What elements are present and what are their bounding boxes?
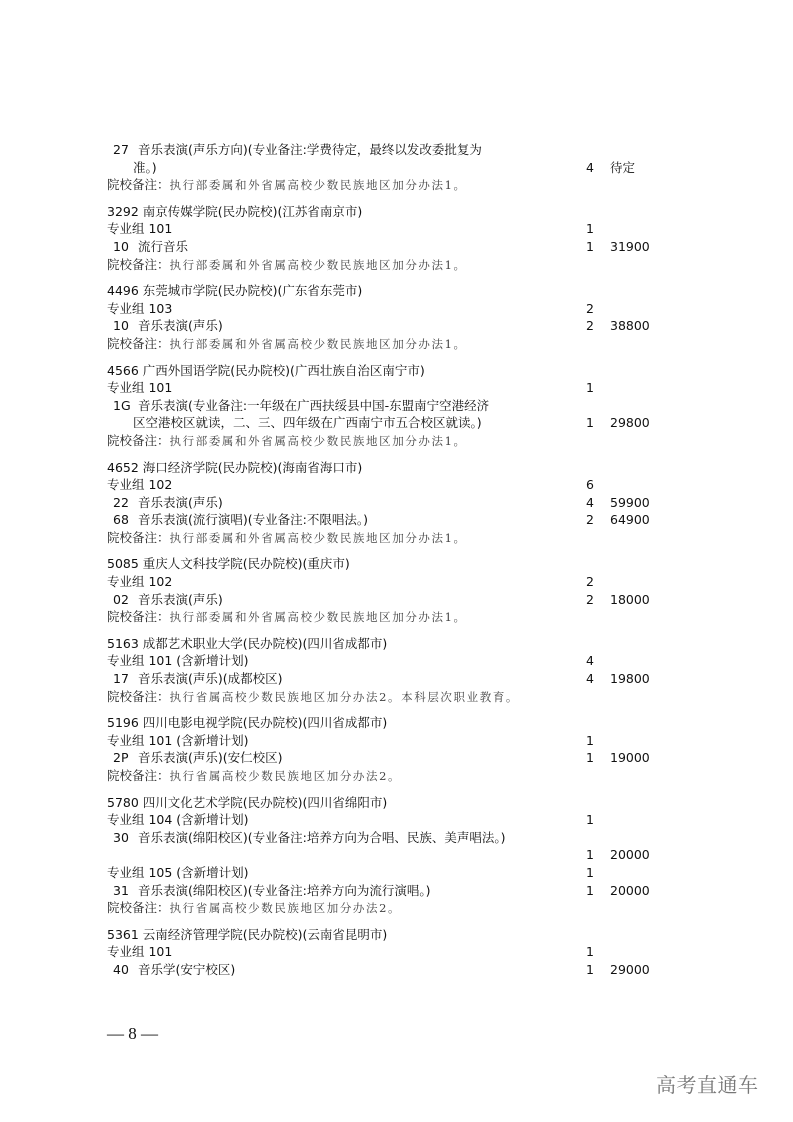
major-row: [107, 591, 667, 609]
major-row: [107, 317, 667, 335]
major-name-continued: 区空港校区就读，二、三、四年级在广西南宁市五合校区就读。): [133, 415, 482, 431]
major-group-row: [107, 220, 667, 238]
major-name: 音乐表演(绵阳校区)(专业备注:培养方向为流行演唱。): [138, 882, 431, 898]
plan-count: 1: [586, 812, 594, 828]
school-section: [107, 203, 667, 273]
note-label: 院校备注：: [107, 256, 170, 272]
school-title: 5163 成都艺术职业大学(民办院校)(四川省成都市): [107, 635, 388, 651]
school-note: [107, 335, 667, 353]
major-code: 10: [113, 318, 129, 334]
major-name: 流行音乐: [138, 238, 189, 254]
group-name: 专业组 105 (含新增计划): [107, 864, 249, 880]
tuition-fee: 29000: [610, 961, 650, 977]
tuition-fee: 64900: [610, 512, 650, 528]
school-title: 4496 东莞城市学院(民办院校)(广东省东莞市): [107, 283, 363, 299]
school-note: [107, 176, 667, 194]
note-label: 院校备注：: [107, 335, 170, 351]
plan-count: 6: [586, 477, 594, 493]
note-text: 执行部委属和外省属高校少数民族地区加分办法1。: [169, 433, 467, 448]
major-code: 22: [113, 494, 129, 510]
school-title: 4566 广西外国语学院(民办院校)(广西壮族自治区南宁市): [107, 362, 425, 378]
school-title: 5196 四川电影电视学院(民办院校)(四川省成都市): [107, 715, 388, 731]
plan-count: 2: [586, 300, 594, 316]
note-label: 院校备注：: [107, 900, 170, 916]
school-section: [107, 282, 667, 352]
tuition-fee: 29800: [610, 415, 650, 431]
page-number: — 8 —: [107, 1024, 158, 1043]
plan-count: 1: [586, 415, 594, 431]
plan-count: 1: [586, 864, 594, 880]
major-group-row: [107, 476, 667, 494]
note-label: 院校备注：: [107, 177, 170, 193]
group-name: 专业组 101: [107, 944, 173, 960]
school-section: [107, 459, 667, 547]
school-title: 3292 南京传媒学院(民办院校)(江苏省南京市): [107, 203, 363, 219]
major-group-row: [107, 732, 667, 750]
major-row-continued: [107, 414, 667, 432]
major-code: 17: [113, 671, 129, 687]
major-name: 音乐表演(绵阳校区)(专业备注:培养方向为合唱、民族、美声唱法。): [138, 829, 506, 845]
major-name: 音乐表演(专业备注:一年级在广西扶绥县中国-东盟南宁空港经济: [138, 397, 490, 413]
plan-count: 1: [586, 221, 594, 237]
major-code: 1G: [113, 397, 131, 413]
major-name: 音乐表演(声乐)(成都校区): [138, 671, 283, 687]
plan-count: 2: [586, 591, 594, 607]
plan-count: 1: [586, 944, 594, 960]
plan-count: 1: [586, 380, 594, 396]
major-code: 40: [113, 961, 129, 977]
major-code: 27: [113, 142, 129, 157]
major-code: 68: [113, 512, 129, 528]
major-name: 音乐表演(声乐)(安仁校区): [138, 750, 283, 766]
group-name: 专业组 101 (含新增计划): [107, 653, 249, 669]
plan-count: 4: [586, 671, 594, 687]
school-section: [107, 141, 667, 194]
group-name: 专业组 104 (含新增计划): [107, 812, 249, 828]
major-group-row: [107, 652, 667, 670]
plan-count: 2: [586, 512, 594, 528]
school-note: [107, 432, 667, 450]
major-row: [107, 141, 667, 159]
major-row-continued: [107, 159, 667, 177]
plan-count: 4: [586, 159, 594, 175]
major-name-continued: 准。): [133, 159, 157, 175]
major-name: 音乐表演(声乐): [138, 494, 223, 510]
school-note: [107, 529, 667, 547]
plan-count: 1: [586, 238, 594, 254]
note-label: 院校备注：: [107, 688, 170, 704]
major-code: 30: [113, 829, 129, 845]
major-row: [107, 670, 667, 688]
major-row: [107, 511, 667, 529]
major-group-row: [107, 943, 667, 961]
tuition-fee: 待定: [610, 159, 636, 175]
major-row: [107, 494, 667, 512]
note-text: 执行部委属和外省属高校少数民族地区加分办法1。: [169, 610, 467, 625]
major-row-continued: [107, 846, 667, 864]
major-name: 音乐表演(声乐): [138, 591, 223, 607]
school-section: [107, 635, 667, 705]
group-name: 专业组 101: [107, 221, 173, 237]
major-code: 31: [113, 882, 129, 898]
note-text: 执行部委属和外省属高校少数民族地区加分办法1。: [169, 336, 467, 351]
watermark: 高考直通车: [656, 1073, 759, 1097]
major-group-row: [107, 811, 667, 829]
group-name: 专业组 101 (含新增计划): [107, 732, 249, 748]
tuition-fee: 19800: [610, 671, 650, 687]
major-group-row: [107, 300, 667, 318]
school-note: [107, 688, 667, 706]
major-row: [107, 749, 667, 767]
tuition-fee: 18000: [610, 591, 650, 607]
school-section: [107, 926, 667, 979]
tuition-fee: 19000: [610, 750, 650, 766]
major-row: [107, 238, 667, 256]
plan-count: 1: [586, 847, 594, 863]
major-code: 10: [113, 238, 129, 254]
major-row: [107, 961, 667, 979]
major-row: [107, 829, 667, 847]
tuition-fee: 38800: [610, 318, 650, 334]
note-text: 执行部委属和外省属高校少数民族地区加分办法1。: [169, 530, 467, 545]
tuition-fee: 31900: [610, 238, 650, 254]
tuition-fee: 20000: [610, 882, 650, 898]
tuition-fee: 59900: [610, 494, 650, 510]
note-text: 执行部委属和外省属高校少数民族地区加分办法1。: [169, 257, 467, 272]
plan-count: 4: [586, 653, 594, 669]
major-name: 音乐学(安宁校区): [138, 961, 236, 977]
school-note: [107, 256, 667, 274]
major-group-row: [107, 864, 667, 882]
plan-count: 1: [586, 961, 594, 977]
school-section: [107, 794, 667, 917]
group-name: 专业组 102: [107, 574, 173, 590]
school-title: 5085 重庆人文科技学院(民办院校)(重庆市): [107, 556, 350, 572]
note-text: 执行省属高校少数民族地区加分办法2。: [169, 769, 402, 783]
school-note: [107, 608, 667, 626]
major-name: 音乐表演(声乐): [138, 318, 223, 334]
school-note: [107, 767, 667, 785]
school-title: 4652 海口经济学院(民办院校)(海南省海口市): [107, 459, 363, 475]
major-code: 02: [113, 591, 129, 607]
plan-count: 1: [586, 732, 594, 748]
note-label: 院校备注：: [107, 432, 170, 448]
major-name: 音乐表演(流行演唱)(专业备注:不限唱法。): [138, 512, 368, 528]
note-label: 院校备注：: [107, 609, 170, 625]
major-group-row: [107, 379, 667, 397]
major-group-row: [107, 573, 667, 591]
group-name: 专业组 103: [107, 300, 173, 316]
major-name: 音乐表演(声乐方向)(专业备注:学费待定，最终以发改委批复为: [138, 142, 482, 157]
school-section: [107, 714, 667, 784]
tuition-fee: 20000: [610, 847, 650, 863]
note-label: 院校备注：: [107, 768, 170, 783]
plan-count: 2: [586, 574, 594, 590]
note-label: 院校备注：: [107, 529, 170, 545]
school-title: 5361 云南经济管理学院(民办院校)(云南省昆明市): [107, 926, 388, 942]
school-title: 5780 四川文化艺术学院(民办院校)(四川省绵阳市): [107, 794, 388, 810]
major-row: [107, 882, 667, 900]
school-section: [107, 362, 667, 450]
plan-count: 1: [586, 882, 594, 898]
document-body: [107, 141, 667, 979]
plan-count: 4: [586, 494, 594, 510]
note-text: 执行部委属和外省属高校少数民族地区加分办法1。: [169, 178, 467, 193]
group-name: 专业组 102: [107, 477, 173, 493]
note-text: 执行省属高校少数民族地区加分办法2。本科层次职业教育。: [169, 689, 520, 704]
school-note: [107, 899, 667, 917]
group-name: 专业组 101: [107, 380, 173, 396]
major-row: [107, 397, 667, 415]
plan-count: 2: [586, 318, 594, 334]
note-text: 执行省属高校少数民族地区加分办法2。: [169, 901, 402, 916]
school-section: [107, 555, 667, 625]
major-code: 2P: [113, 750, 129, 766]
plan-count: 1: [586, 750, 594, 766]
